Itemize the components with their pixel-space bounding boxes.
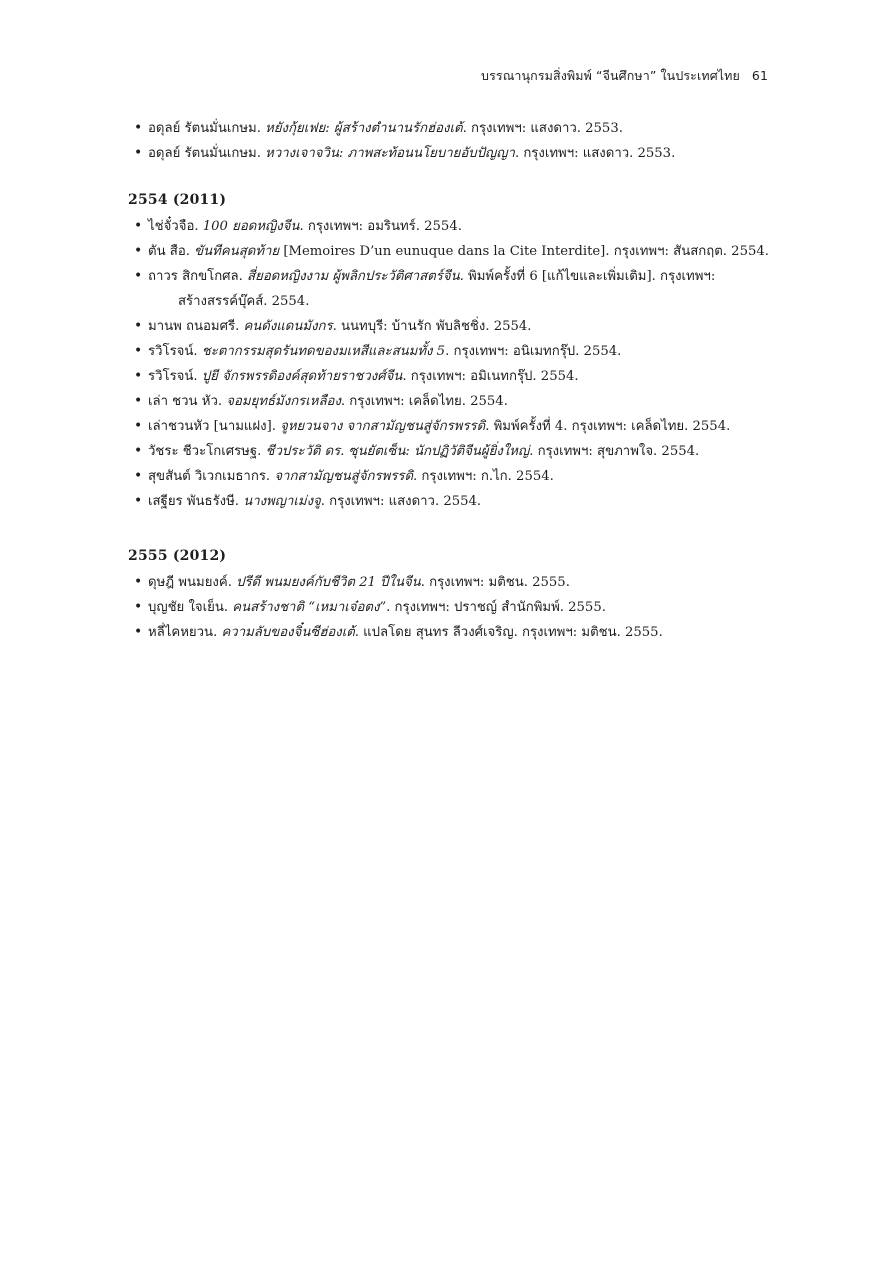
entry-author: เล่าชวนหัว [นามแฝง].	[148, 419, 276, 434]
entry-title: 100 ยอดหญิงจีน	[202, 219, 300, 234]
list-item	[128, 141, 788, 166]
list-item	[128, 364, 788, 389]
reference-list	[128, 214, 788, 514]
entry-author: รวิโรจน์.	[148, 344, 198, 359]
entry-title: หยังกุ้ยเฟย: ผู้สร้างตำนานรักฮ่องเต้	[265, 121, 463, 136]
entry-author: อดุลย์ รัตนมั่นเกษม.	[148, 146, 261, 161]
entry-title: คนสร้างชาติ “เหมาเจ๋อตง”	[232, 600, 387, 615]
entry-title: ชะตากรรมสุดรันทดของมเหสีและสนมทั้ง 5	[201, 344, 446, 359]
entry-rest: . กรุงเทพฯ: อมรินทร์. 2554.	[299, 219, 462, 234]
reference-list	[128, 116, 788, 166]
entry-rest: . กรุงเทพฯ: แสงดาว. 2554.	[320, 494, 482, 509]
entry-rest: . กรุงเทพฯ: แสงดาว. 2553.	[514, 146, 676, 161]
list-item	[128, 239, 788, 264]
entry-rest: . กรุงเทพฯ: แสงดาว. 2553.	[462, 121, 623, 136]
entry-rest: . กรุงเทพฯ: ก.ไก. 2554.	[413, 469, 554, 484]
entry-continuation: สร้างสรรค์บุ๊คส์. 2554.	[178, 294, 310, 309]
running-head	[481, 66, 768, 86]
list-item	[128, 439, 788, 464]
entry-author: ถาวร สิกขโกศล.	[148, 269, 243, 284]
list-item	[128, 116, 788, 141]
entry-title: นางพญาเม่งจู	[243, 494, 321, 509]
reference-list	[128, 570, 788, 645]
section-heading: 2555 (2012)	[128, 548, 227, 564]
section-heading: 2554 (2011)	[128, 192, 227, 208]
list-item	[128, 414, 788, 439]
entry-rest: . นนทบุรี: บ้านรัก พับลิชชิ่ง. 2554.	[332, 319, 532, 334]
entry-title: ปูยี จักรพรรดิองค์สุดท้ายราชวงศ์จีน	[201, 369, 403, 384]
entry-rest: . กรุงเทพฯ: มติชน. 2555.	[420, 575, 570, 590]
entry-rest: . พิมพ์ครั้งที่ 4. กรุงเทพฯ: เคล็ดไทย. 2554.	[485, 419, 731, 434]
entry-title: ขันทีคนสุดท้าย	[194, 244, 280, 259]
entry-rest: . กรุงเทพฯ: สุขภาพใจ. 2554.	[529, 444, 700, 459]
entry-author: สุขสันต์ วิเวกเมธากร.	[148, 469, 271, 484]
entry-author: วัชระ ชีวะโกเศรษฐ.	[148, 444, 262, 459]
entry-title: จากสามัญชนสู่จักรพรรดิ	[274, 469, 414, 484]
entry-author: รวิโรจน์.	[148, 369, 198, 384]
entry-rest: . แปลโดย สุนทร ลีวงศ์เจริญ. กรุงเทพฯ: มติชน. 2555.	[354, 625, 663, 640]
entry-title: จูหยวนจาง จากสามัญชนสู่จักรพรรดิ	[280, 419, 486, 434]
list-item	[128, 489, 788, 514]
entry-rest: . กรุงเทพฯ: เคล็ดไทย. 2554.	[340, 394, 508, 409]
entry-author: เสฐียร พันธรังษี.	[148, 494, 239, 509]
list-item	[128, 595, 788, 620]
entry-author: อดุลย์ รัตนมั่นเกษม.	[148, 121, 261, 136]
list-item	[128, 620, 788, 645]
entry-rest: . กรุงเทพฯ: อนิเมทกรุ๊ป. 2554.	[445, 344, 622, 359]
running-title: บรรณานุกรมสิ่งพิมพ์ “จีนศึกษา” ในประเทศไทย	[481, 68, 740, 83]
list-item	[128, 389, 788, 414]
entry-author: หลี่ไคหยวน.	[148, 625, 218, 640]
entry-title: ความลับของจิ๋นซีฮ่องเต้	[221, 625, 355, 640]
entry-title: ปรีดี พนมยงค์กับชีวิต 21 ปีในจีน	[236, 575, 421, 590]
section-2555	[128, 548, 788, 645]
entry-rest: . กรุงเทพฯ: อมิเนทกรุ๊ป. 2554.	[402, 369, 579, 384]
entry-author: ดุษฎี พนมยงค์.	[148, 575, 232, 590]
entry-author: บุญชัย ใจเย็น.	[148, 600, 229, 615]
entry-title: หวางเจาจวิน: ภาพสะท้อนนโยบายอับปัญญา	[265, 146, 515, 161]
entry-author: มานพ ถนอมศรี.	[148, 319, 240, 334]
entry-title: จอมยุทธ์มังกรเหลือง	[226, 394, 341, 409]
list-item	[128, 570, 788, 595]
entry-title: คนดังแดนมังกร	[243, 319, 333, 334]
list-item	[128, 264, 788, 314]
entry-rest: . พิมพ์ครั้งที่ 6 [แก้ไขและเพิ่มเติม]. กรุงเทพฯ:	[459, 269, 716, 284]
entry-author: ตัน สือ.	[148, 244, 190, 259]
section-2554	[128, 192, 788, 514]
entry-rest: [Memoires D’un eunuque dans la Cite Interdite]. กรุงเทพฯ: สันสกฤต. 2554.	[279, 244, 769, 259]
list-item	[128, 464, 788, 489]
list-item	[128, 314, 788, 339]
top-entries	[128, 116, 788, 166]
entry-author: ไช่จั๋วจือ.	[148, 219, 199, 234]
entry-rest: . กรุงเทพฯ: ปราชญ์ สำนักพิมพ์. 2555.	[386, 600, 606, 615]
entry-title: ชีวประวัติ ดร. ซุนยัตเซ็น: นักปฏิวัติจีนผู้ยิ่งใหญ่	[265, 444, 530, 459]
entry-title: สี่ยอดหญิงงาม ผู้พลิกประวัติศาสตร์จีน	[247, 269, 460, 284]
list-item	[128, 214, 788, 239]
list-item	[128, 339, 788, 364]
page-number: 61	[751, 68, 768, 83]
entry-author: เล่า ชวน หัว.	[148, 394, 223, 409]
